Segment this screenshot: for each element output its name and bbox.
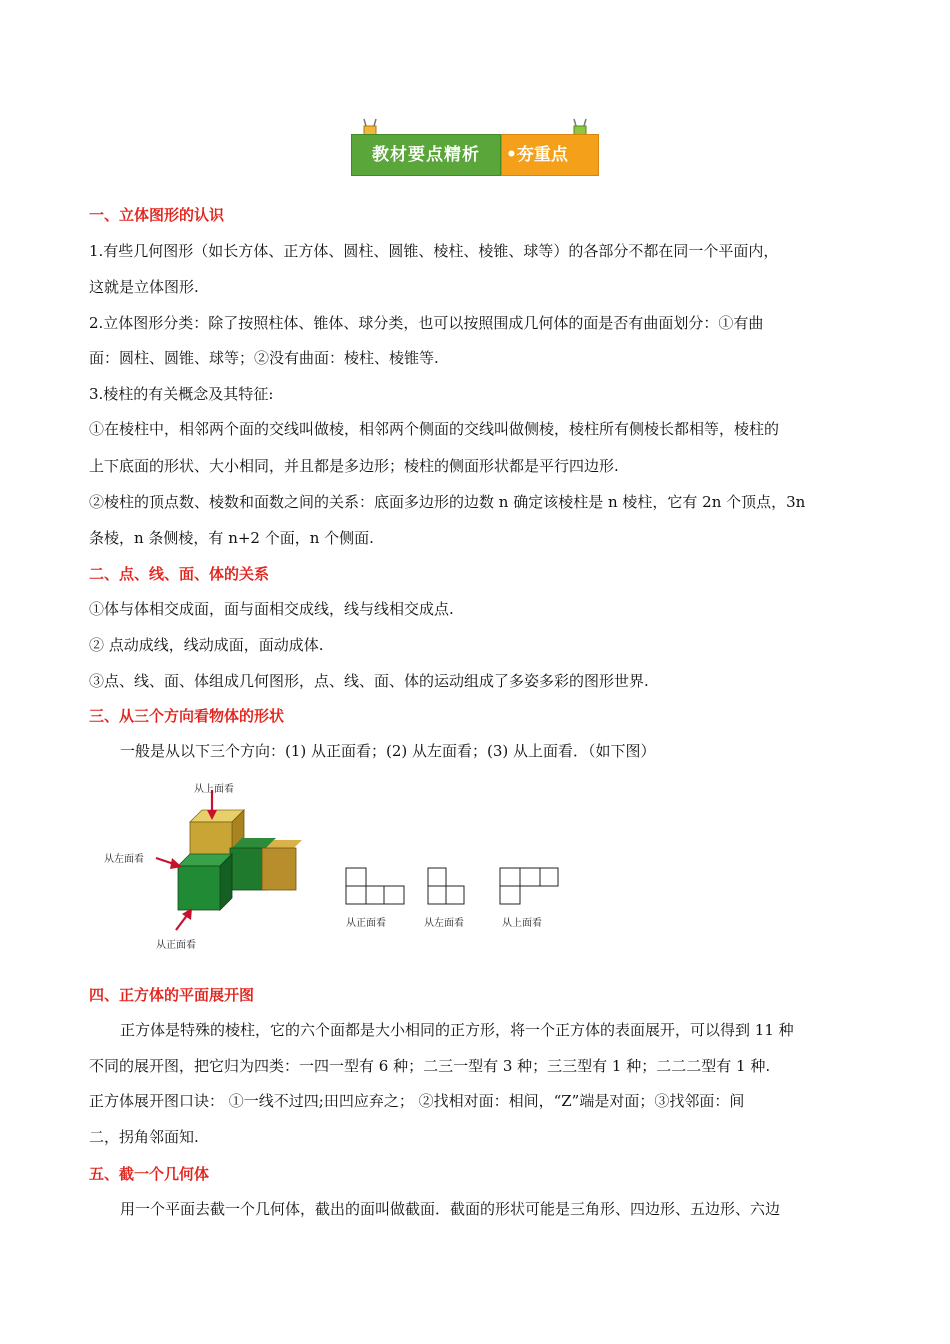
paragraph: ②棱柱的顶点数、棱数和面数之间的关系：底面多边形的边数 n 确定该棱柱是 n 棱柱，它有 2n 个顶点，3n bbox=[89, 493, 806, 511]
front-view-caption: 从正面看 bbox=[156, 940, 196, 951]
paragraph: 正方体是特殊的棱柱，它的六个面都是大小相同的正方形，将一个正方体的表面展开，可以得到 11 种 bbox=[120, 1021, 794, 1039]
paragraph: 1.有些几何图形（如长方体、正方体、圆柱、圆锥、棱柱、棱锥、球等）的各部分不都在同一个平面内， bbox=[89, 242, 779, 260]
paragraph: 二，拐角邻面知. bbox=[89, 1128, 199, 1146]
section-5-heading: 五、截一个几何体 bbox=[89, 1165, 210, 1183]
paragraph: 这就是立体图形. bbox=[89, 278, 199, 296]
banner-left-label: 教材要点精析 bbox=[351, 134, 501, 176]
paragraph: 2.立体图形分类：除了按照柱体、锥体、球分类，也可以按照围成几何体的面是否有曲面划分：①有曲 bbox=[89, 314, 764, 332]
section-1-heading: 一、立体图形的认识 bbox=[89, 206, 225, 224]
banner-right-label: •夯重点 bbox=[501, 134, 599, 176]
paragraph: 条棱，n 条侧棱，有 n+2 个面，n 个侧面. bbox=[89, 529, 374, 547]
paragraph: 不同的展开图，把它归为四类：一四一型有 6 种；二三一型有 3 种；三三型有 1 种；二二二型有 1 种. bbox=[89, 1057, 771, 1075]
paragraph: ③点、线、面、体组成几何图形，点、线、面、体的运动组成了多姿多彩的图形世界. bbox=[89, 672, 649, 690]
top-view-diagram bbox=[500, 868, 558, 904]
section-2-heading: 二、点、线、面、体的关系 bbox=[89, 565, 270, 583]
paragraph: 正方体展开图口诀： ①一线不过四;田凹应弃之； ②找相对面：相间，“Z”端是对面；③找邻面：间 bbox=[89, 1092, 745, 1110]
paragraph: 面：圆柱、圆锥、球等；②没有曲面：棱柱、棱锥等. bbox=[89, 349, 439, 367]
section-banner bbox=[351, 134, 599, 176]
front-view-label: 从正面看 bbox=[346, 918, 386, 929]
top-view-caption: 从上面看 bbox=[194, 784, 234, 795]
left-view-label: 从左面看 bbox=[424, 918, 464, 929]
paragraph: 3.棱柱的有关概念及其特征: bbox=[89, 385, 274, 403]
paragraph: 一般是从以下三个方向：(1) 从正面看；(2) 从左面看；(3) 从上面看．（如下图） bbox=[120, 742, 656, 760]
paragraph: ② 点动成线，线动成面，面动成体. bbox=[89, 636, 324, 654]
section-3-heading: 三、从三个方向看物体的形状 bbox=[89, 707, 285, 725]
left-view-caption: 从左面看 bbox=[104, 854, 144, 865]
paragraph: ①在棱柱中，相邻两个面的交线叫做棱，相邻两个侧面的交线叫做侧棱，棱柱所有侧棱长都相等，棱柱的 bbox=[89, 420, 780, 438]
front-view-diagram bbox=[346, 868, 404, 904]
top-view-label: 从上面看 bbox=[502, 918, 542, 929]
section-4-heading: 四、正方体的平面展开图 bbox=[89, 986, 255, 1004]
left-view-diagram bbox=[428, 868, 464, 904]
paragraph: 上下底面的形状、大小相同，并且都是多边形；棱柱的侧面形状都是平行四边形. bbox=[89, 457, 619, 475]
paragraph: ①体与体相交成面，面与面相交成线，线与线相交成点. bbox=[89, 600, 454, 618]
cube-illustration bbox=[94, 768, 572, 954]
paragraph: 用一个平面去截一个几何体，截出的面叫做截面．截面的形状可能是三角形、四边形、五边形、六边 bbox=[120, 1200, 781, 1218]
three-views-figure bbox=[94, 768, 572, 954]
